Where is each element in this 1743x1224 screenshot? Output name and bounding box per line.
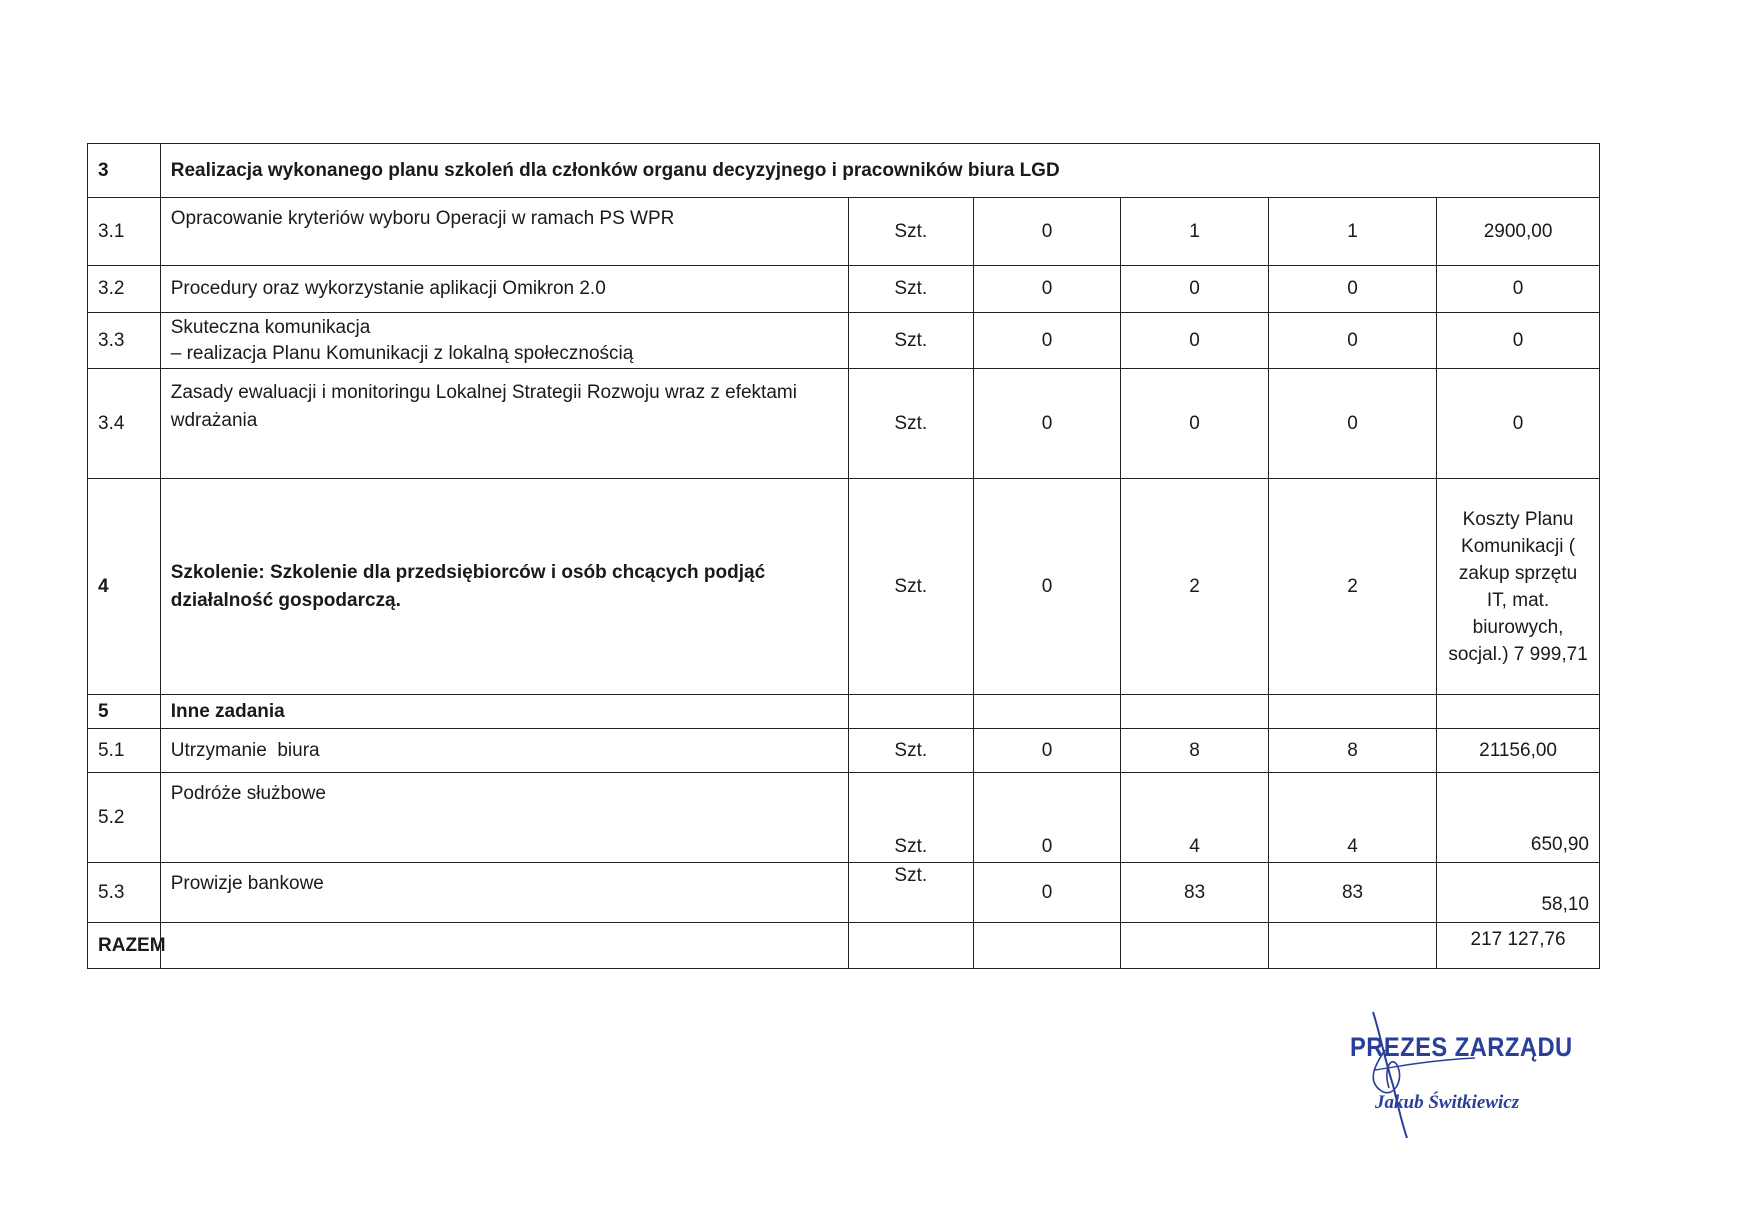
value-cell: 0 [973,773,1121,863]
task-name: Skuteczna komunikacja [170,316,371,338]
unit-cell: Szt. [848,863,973,923]
value-cell: 4 [1268,773,1436,863]
task-name-detail: – realizacja Planu Komunikacji z lokalną społecznością [170,342,634,364]
unit-cell: Szt. [848,266,973,313]
empty-cell [1121,923,1269,969]
row-number: 4 [88,479,161,695]
task-name: Utrzymanie biura [160,729,848,773]
value-cell: 0 [973,198,1121,266]
empty-cell [1121,695,1269,729]
stamp-title: PREZES ZARZĄDU [1350,1032,1573,1062]
value-cell: 83 [1121,863,1269,923]
section-title: Inne zadania [160,695,848,729]
row-number: 3.3 [88,313,161,369]
unit-cell: Szt. [848,198,973,266]
cost-cell: 58,10 [1437,863,1600,923]
table-row [88,773,1600,863]
signature-scribble [1345,1010,1565,1140]
value-cell: 0 [973,266,1121,313]
value-cell: 0 [973,479,1121,695]
value-cell: 0 [1121,266,1269,313]
table-row [88,729,1600,773]
value-cell: 0 [973,729,1121,773]
total-cost: 217 127,76 [1437,923,1600,969]
table-row [88,313,1600,369]
task-name: Zasady ewaluacji i monitoringu Lokalnej Strategii Rozwoju wraz z efektami wdrażania [160,369,848,479]
table-row [88,198,1600,266]
table-row [88,369,1600,479]
value-cell: 2 [1121,479,1269,695]
cost-cell: 0 [1437,313,1600,369]
value-cell: 0 [1268,266,1436,313]
value-cell: 1 [1121,198,1269,266]
row-number: 3.2 [88,266,161,313]
task-name: Podróże służbowe [160,773,848,863]
empty-cell [973,695,1121,729]
unit-cell: Szt. [848,313,973,369]
empty-cell [1268,923,1436,969]
unit-cell: Szt. [848,729,973,773]
cost-cell: Koszty Planu Komunikacji ( zakup sprzętu IT, mat. biurowych, socjal.) 7 999,71 [1437,479,1600,695]
signature-stamp [1345,1010,1573,1140]
report-table [87,143,1600,969]
empty-cell [848,695,973,729]
unit-cell: Szt. [848,773,973,863]
value-cell: 1 [1268,198,1436,266]
cost-cell: 0 [1437,369,1600,479]
table-row [88,479,1600,695]
stamp-name: Jakub Świtkiewicz [1375,1092,1520,1113]
task-name: Prowizje bankowe [160,863,848,923]
value-cell: 8 [1268,729,1436,773]
task-name: Szkolenie: Szkolenie dla przedsiębiorców i osób chcących podjąć działalność gospodarczą. [160,479,848,695]
total-label: RAZEM [88,923,161,969]
table-row [88,144,1600,198]
table-row [88,695,1600,729]
task-name-cell [160,313,848,369]
value-cell: 0 [973,863,1121,923]
value-cell: 83 [1268,863,1436,923]
value-cell: 2 [1268,479,1436,695]
empty-cell [848,923,973,969]
value-cell: 8 [1121,729,1269,773]
table-row [88,923,1600,969]
row-number: 3 [88,144,161,198]
unit-cell: Szt. [848,479,973,695]
row-number: 3.1 [88,198,161,266]
unit-cell: Szt. [848,369,973,479]
row-number: 5.3 [88,863,161,923]
task-name: Opracowanie kryteriów wyboru Operacji w ramach PS WPR [160,198,848,266]
cost-cell: 2900,00 [1437,198,1600,266]
empty-cell [160,923,848,969]
value-cell: 0 [973,369,1121,479]
empty-cell [1437,695,1600,729]
value-cell: 0 [1268,369,1436,479]
value-cell: 4 [1121,773,1269,863]
empty-cell [973,923,1121,969]
row-number: 5.2 [88,773,161,863]
value-cell: 0 [1268,313,1436,369]
table-row [88,863,1600,923]
table-row [88,266,1600,313]
cost-cell: 0 [1437,266,1600,313]
empty-cell [1268,695,1436,729]
value-cell: 0 [973,313,1121,369]
row-number: 3.4 [88,369,161,479]
row-number: 5 [88,695,161,729]
cost-cell: 650,90 [1437,773,1600,863]
row-number: 5.1 [88,729,161,773]
value-cell: 0 [1121,369,1269,479]
cost-cell: 21156,00 [1437,729,1600,773]
value-cell: 0 [1121,313,1269,369]
section-title: Realizacja wykonanego planu szkoleń dla członków organu decyzyjnego i pracowników biura LGD [160,144,1599,198]
task-name: Procedury oraz wykorzystanie aplikacji Omikron 2.0 [160,266,848,313]
